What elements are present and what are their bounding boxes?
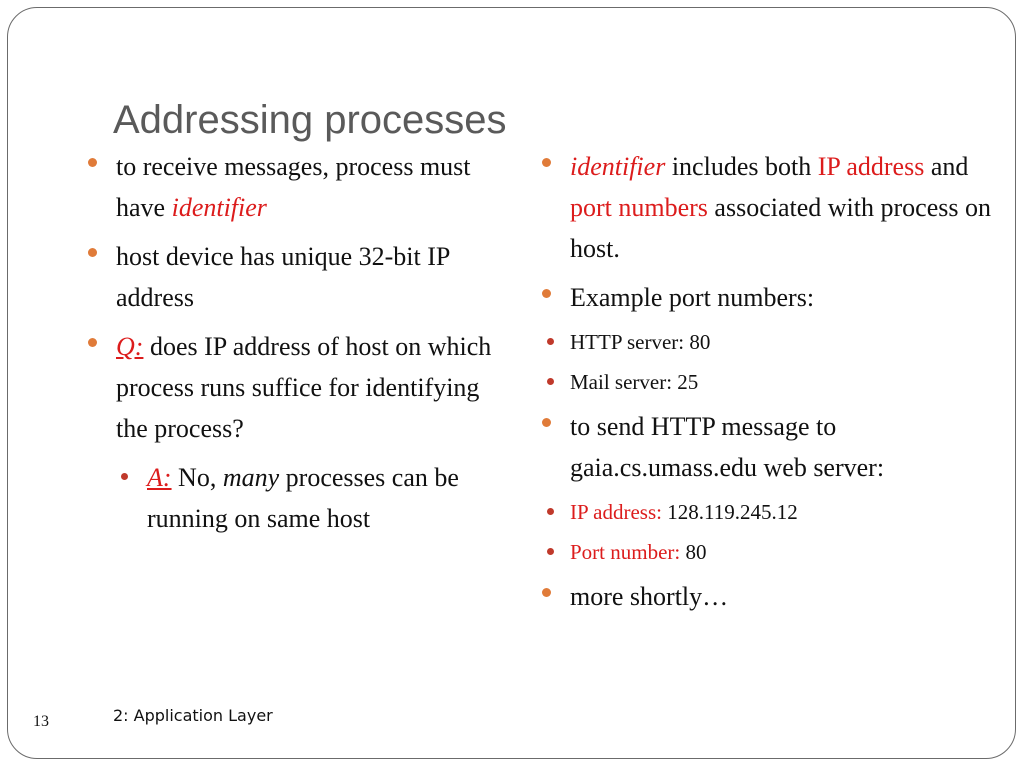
right-b1-text1: includes both [665,152,818,181]
page-number: 13 [33,713,49,730]
left-bullet-question [86,326,516,449]
question-label: Q: [116,332,144,361]
left-column [86,146,516,547]
right-bullet-example-ports [540,277,995,318]
subbullet-http-server-text: HTTP server: 80 [570,330,711,354]
answer-no: No, [171,463,223,492]
subbullet-mail-server [540,366,995,398]
subbullet-port-number [540,536,995,568]
identifier-term: identifier [171,193,267,222]
identifier-term-right: identifier [570,152,666,181]
question-text: does IP address of host on which process runs suffice for identifying the process? [116,332,492,443]
footer-text: 2: Application Layer [113,706,273,725]
answer-rest: processes can be running on same host [147,463,459,533]
port-numbers-term: port numbers [570,193,708,222]
right-bullet-send-http-text: to send HTTP message to gaia.cs.umass.edu web server: [570,412,885,482]
left-bullet-identifier-text: to receive messages, process must have [116,152,471,222]
left-bullet-host-device [86,236,516,318]
subbullet-mail-server-text: Mail server: 25 [570,370,699,394]
left-bullet-identifier [86,146,516,228]
right-bullet-identifier [540,146,995,269]
ip-address-label: IP address: [570,500,662,524]
answer-label: A: [147,463,172,492]
port-number-label: Port number: [570,540,681,564]
right-bullet-more-shortly-text: more shortly… [570,582,729,611]
left-bullet-host-device-text: host device has unique 32-bit IP address [116,242,450,312]
ip-address-value: 128.119.245.12 [661,500,798,524]
right-column [540,146,995,625]
right-bullet-example-ports-text: Example port numbers: [570,283,815,312]
subbullet-ip-address [540,496,995,528]
right-bullet-send-http [540,406,995,488]
left-subbullet-answer [117,457,516,539]
answer-many: many [222,463,280,492]
right-bullet-more-shortly [540,576,995,617]
port-number-value: 80 [680,540,707,564]
slide-title: Addressing processes [113,98,507,142]
subbullet-http-server [540,326,995,358]
right-b1-text3: associated with process on host. [570,193,991,263]
ip-address-term: IP address [817,152,925,181]
right-b1-text2: and [924,152,969,181]
